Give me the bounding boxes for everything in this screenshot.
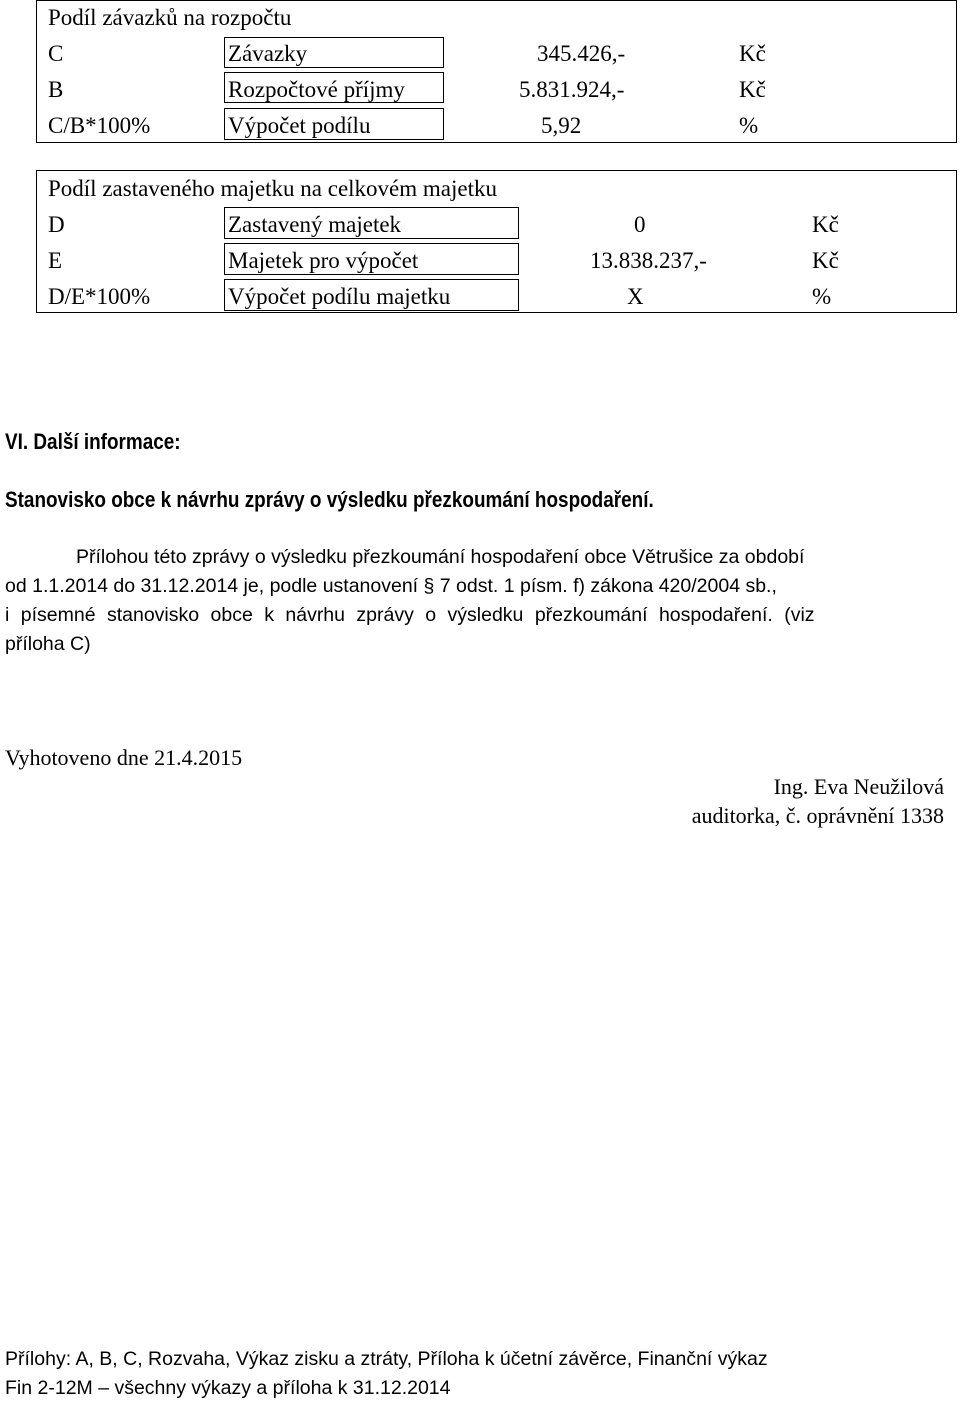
paragraph-line-2: od 1.1.2014 do 31.12.2014 je, podle ustanovení § 7 odst. 1 písm. f) zákona 420/2004 sb., [5,575,777,597]
section-subheading: Stanovisko obce k návrhu zprávy o výsledku přezkoumání hospodaření. [5,487,654,512]
row-de-code: D/E*100% [48,284,151,309]
row-d-label: Zastavený majetek [228,212,402,237]
paragraph-line-3: i písemné stanovisko obce k návrhu zprávy o výsledku přezkoumání hospodaření. (viz [5,604,815,626]
row-cb-value: 5,92 [541,113,582,138]
row-d-unit: Kč [812,212,839,237]
table-debt-share-title: Podíl závazků na rozpočtu [48,5,292,30]
row-c-unit: Kč [739,41,766,66]
row-e-unit: Kč [812,248,839,273]
row-e-value: 13.838.237,- [590,248,707,273]
section-heading: VI. Další informace: [5,429,181,454]
issue-date: Vyhotoveno dne 21.4.2015 [5,745,243,770]
row-de-unit: % [812,284,832,309]
row-b-unit: Kč [739,77,766,102]
signer-role: auditorka, č. oprávnění 1338 [691,803,944,828]
paragraph-line-4: příloha C) [5,633,91,655]
row-b-code: B [48,77,64,102]
row-e-code: E [48,248,63,273]
row-c-label: Závazky [228,41,308,66]
row-de-value: X [627,284,644,309]
row-e-label: Majetek pro výpočet [228,248,419,273]
paragraph-line-1: Přílohou této zprávy o výsledku přezkoumání hospodaření obce Větrušice za období [76,546,805,568]
row-d-code: D [48,212,65,237]
row-b-value: 5.831.924,- [519,77,625,102]
row-cb-code: C/B*100% [48,113,151,138]
table-pledged-assets-title: Podíl zastaveného majetku na celkovém majetku [48,176,497,201]
row-c-code: C [48,41,64,66]
attachments-line-2: Fin 2-12M – všechny výkazy a příloha k 31.12.2014 [5,1377,451,1399]
row-c-value: 345.426,- [537,41,626,66]
row-b-label: Rozpočtové příjmy [228,77,405,102]
row-cb-label: Výpočet podílu [228,113,371,138]
row-de-label: Výpočet podílu majetku [228,284,451,309]
signer-name: Ing. Eva Neužilová [773,774,944,799]
attachments-line-1: Přílohy: A, B, C, Rozvaha, Výkaz zisku a ztráty, Příloha k účetní závěrce, Finanční výkaz [5,1348,768,1370]
row-d-value: 0 [634,212,646,237]
row-cb-unit: % [739,113,759,138]
